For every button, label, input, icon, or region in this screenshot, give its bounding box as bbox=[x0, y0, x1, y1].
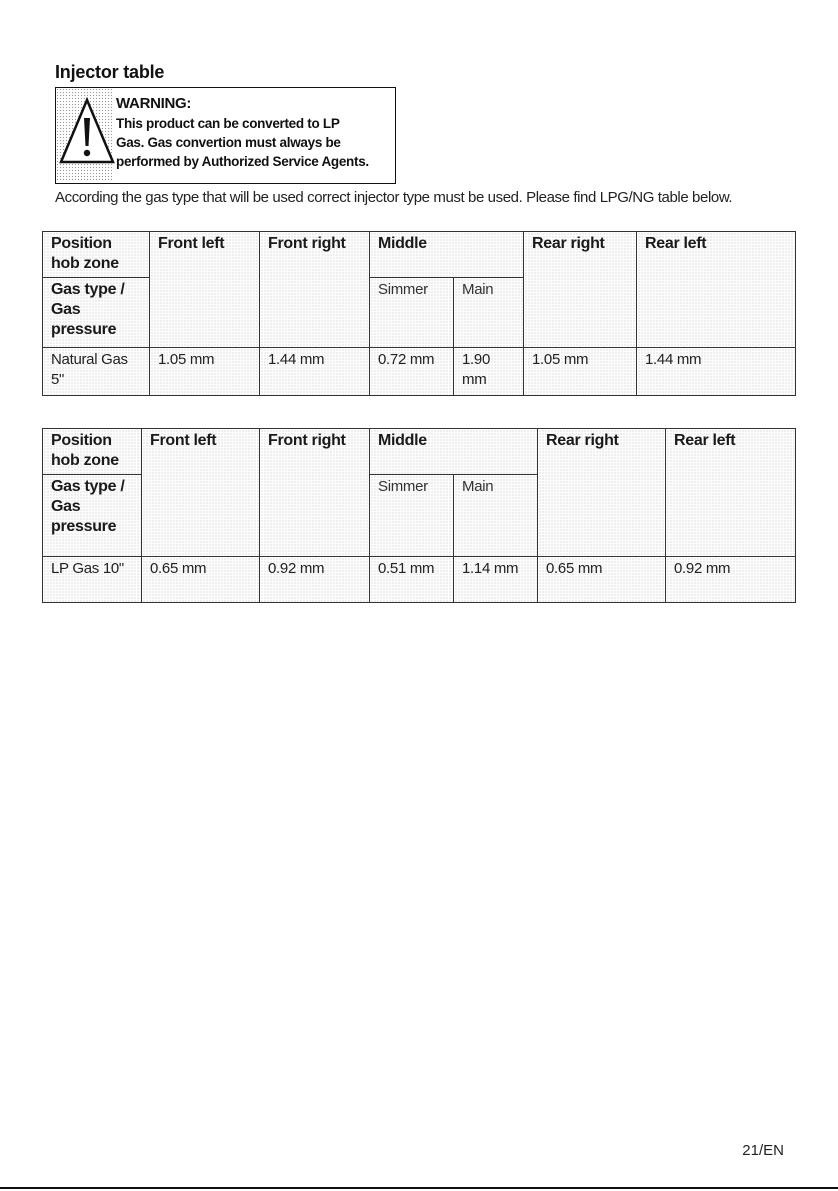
main-header: Main bbox=[454, 475, 538, 557]
table-row bbox=[43, 348, 796, 396]
simmer-cell: 0.72 mm bbox=[370, 348, 454, 396]
simmer-header: Simmer bbox=[370, 475, 454, 557]
rear-right-header: Rear right bbox=[538, 429, 666, 557]
warning-line-3: performed by Authorized Service Agents. bbox=[116, 154, 369, 169]
front-right-cell: 1.44 mm bbox=[260, 348, 370, 396]
warning-text bbox=[116, 94, 394, 171]
warning-heading: WARNING: bbox=[116, 95, 192, 112]
position-header: Position hob zone bbox=[43, 232, 150, 278]
warning-line-1: This product can be converted to LP bbox=[116, 116, 340, 131]
page-number: 21/EN bbox=[742, 1142, 784, 1159]
warning-triangle-icon bbox=[58, 96, 116, 174]
intro-paragraph: According the gas type that will be used correct injector type must be used. Please find LPG/NG table below. bbox=[55, 189, 733, 206]
front-left-header: Front left bbox=[150, 232, 260, 348]
gas-type-header: Gas type / Gas pressure bbox=[43, 278, 150, 348]
front-left-header: Front left bbox=[142, 429, 260, 557]
gas-type-header: Gas type / Gas pressure bbox=[43, 475, 142, 557]
front-right-header: Front right bbox=[260, 429, 370, 557]
warning-line-2: Gas. Gas convertion must always be bbox=[116, 135, 341, 150]
warning-icon-cell bbox=[56, 88, 114, 182]
rear-right-cell: 0.65 mm bbox=[538, 557, 666, 603]
front-right-header: Front right bbox=[260, 232, 370, 348]
rear-right-header: Rear right bbox=[524, 232, 637, 348]
injector-table-natural-gas bbox=[42, 231, 796, 396]
main-header: Main bbox=[454, 278, 524, 348]
rear-right-cell: 1.05 mm bbox=[524, 348, 637, 396]
main-cell: 1.14 mm bbox=[454, 557, 538, 603]
middle-header: Middle bbox=[370, 429, 538, 475]
front-left-cell: 0.65 mm bbox=[142, 557, 260, 603]
middle-header: Middle bbox=[370, 232, 524, 278]
simmer-header: Simmer bbox=[370, 278, 454, 348]
section-title: Injector table bbox=[55, 62, 165, 82]
footer-rule bbox=[0, 1187, 838, 1189]
gas-type-cell: Natural Gas 5" bbox=[43, 348, 150, 396]
front-left-cell: 1.05 mm bbox=[150, 348, 260, 396]
gas-type-cell: LP Gas 10" bbox=[43, 557, 142, 603]
rear-left-header: Rear left bbox=[637, 232, 796, 348]
rear-left-cell: 1.44 mm bbox=[637, 348, 796, 396]
front-right-cell: 0.92 mm bbox=[260, 557, 370, 603]
position-header: Position hob zone bbox=[43, 429, 142, 475]
rear-left-cell: 0.92 mm bbox=[666, 557, 796, 603]
simmer-cell: 0.51 mm bbox=[370, 557, 454, 603]
injector-table-lp-gas bbox=[42, 428, 796, 603]
main-cell: 1.90 mm bbox=[454, 348, 524, 396]
table-row bbox=[43, 557, 796, 603]
rear-left-header: Rear left bbox=[666, 429, 796, 557]
warning-box bbox=[55, 87, 396, 184]
